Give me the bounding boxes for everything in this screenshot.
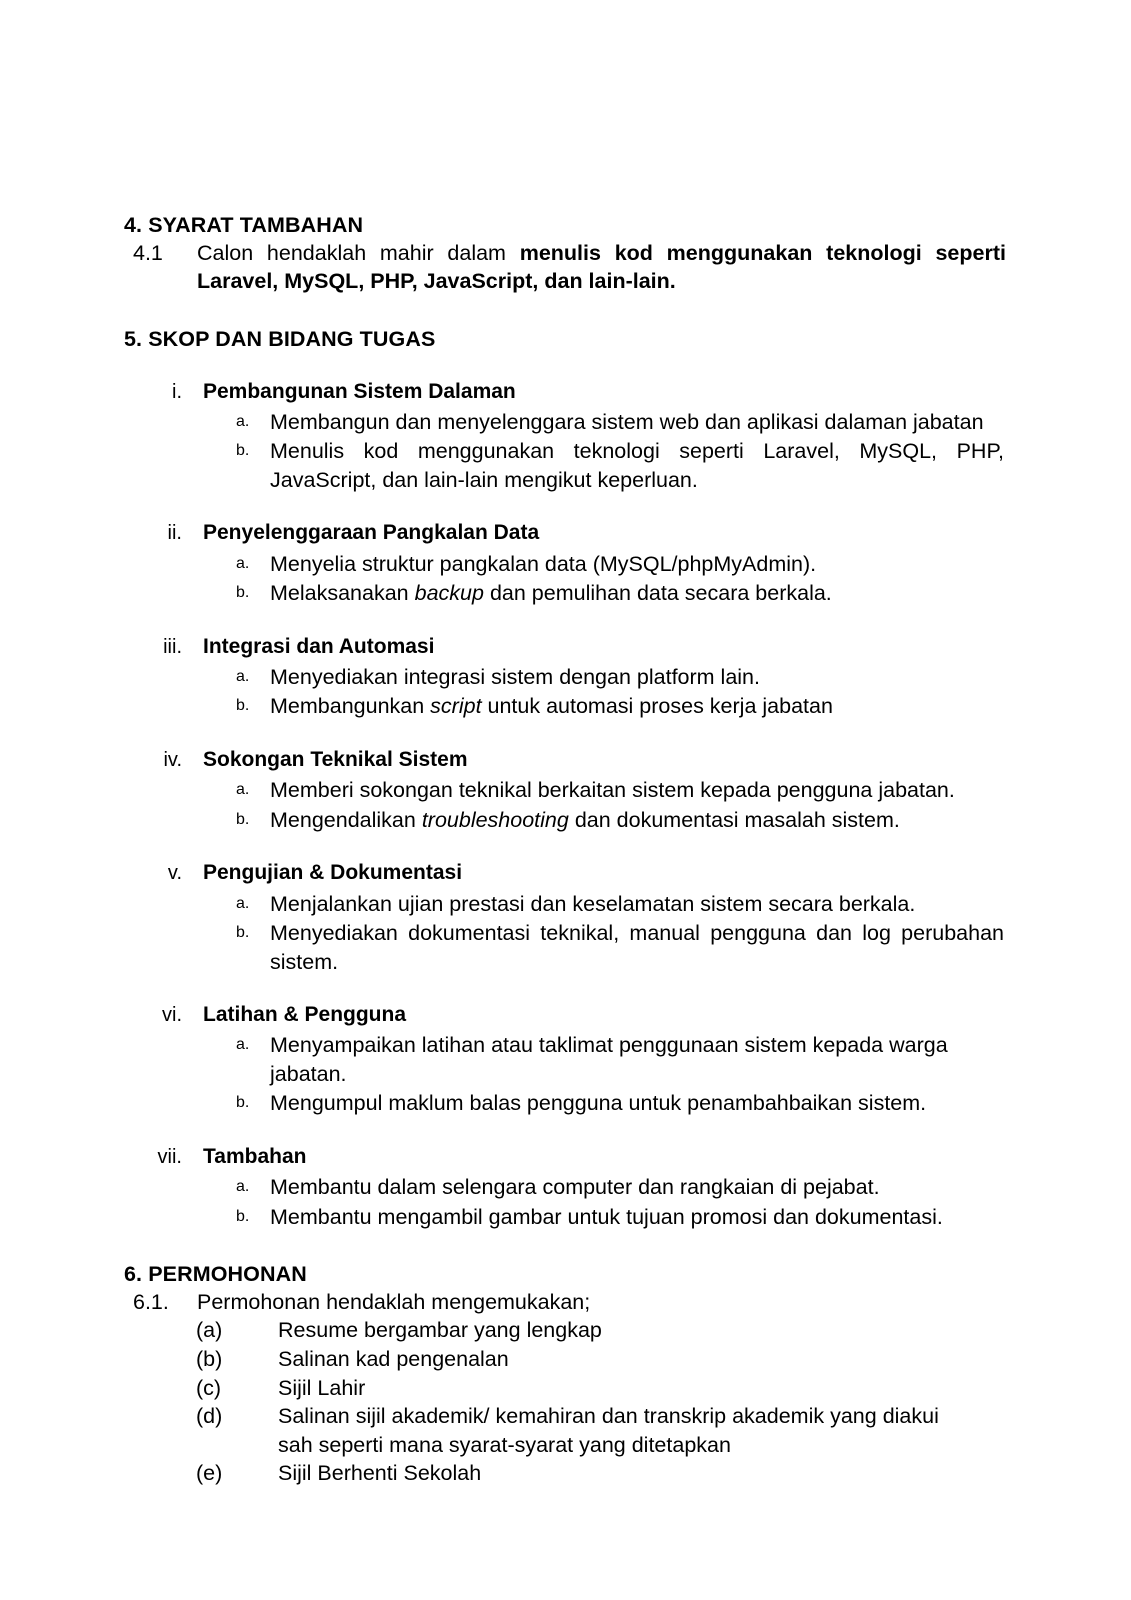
scope-item-i-title: Pembangunan Sistem Dalaman: [203, 379, 516, 403]
section-4: [124, 212, 1006, 296]
sub-item-marker: b.: [236, 810, 250, 828]
scope-item-iv-title: Sokongan Teknikal Sistem: [203, 747, 468, 771]
sub-item-text: Menjalankan ujian prestasi dan keselamatan sistem secara berkala.: [270, 891, 916, 916]
section-6: [124, 1261, 1006, 1488]
spacer-after-section-4: [124, 296, 1006, 326]
section-6-heading: [124, 1261, 1006, 1288]
document-item-text: Salinan sijil akademik/ kemahiran dan transkrip akademik yang diakui sah seperti mana syarat-syarat yang ditetapkan: [278, 1404, 939, 1457]
scope-item-v-header: [124, 860, 1006, 886]
scope-item-v-subs: [124, 890, 1006, 976]
sub-item-marker: a.: [236, 1178, 250, 1196]
clause-6-1-text: Permohonan hendaklah mengemukakan;: [197, 1289, 591, 1314]
document-item-marker: (d): [196, 1404, 223, 1429]
sub-item: [124, 1203, 1006, 1231]
scope-item-ii-header: [124, 520, 1006, 546]
sub-item-text-pre: Melaksanakan: [270, 581, 415, 606]
sub-item-text-post: dan dokumentasi masalah sistem.: [568, 807, 900, 832]
section-4-title: SYARAT TAMBAHAN: [148, 213, 364, 237]
clause-4-1-plain: Calon hendaklah mahir dalam: [197, 240, 520, 265]
sub-item: [124, 663, 1006, 691]
section-6-title: PERMOHONAN: [148, 1262, 307, 1287]
clause-4-1-text: [197, 239, 1006, 296]
sub-item-text: [270, 579, 1006, 607]
sub-item-text-italic: troubleshooting: [421, 807, 569, 832]
section-6-number: 6.: [124, 1262, 143, 1287]
document-item-marker: (e): [196, 1461, 223, 1486]
section-4-number: 4.: [124, 213, 143, 237]
scope-item-iv: [124, 747, 1006, 834]
sub-item: [124, 408, 1006, 436]
sub-item-text: [270, 692, 1006, 720]
document-item: [124, 1374, 1006, 1403]
scope-item-iv-subs: [124, 776, 1006, 834]
scope-item-vi-title: Latihan & Pengguna: [203, 1003, 407, 1027]
clause-4-1-bold: menulis kod menggunakan teknologi seperti Laravel, MySQL, PHP, JavaScript, dan lain-lain.: [197, 240, 1006, 294]
sub-item-text-italic: script: [430, 694, 482, 719]
sub-item: [124, 579, 1006, 607]
scope-item-iii-header: [124, 634, 1006, 660]
sub-item-text-pre: Membangunkan: [270, 694, 431, 719]
section-5-title: SKOP DAN BIDANG TUGAS: [148, 326, 436, 351]
sub-item-marker: b.: [236, 1094, 250, 1112]
section-4-heading: [124, 212, 1006, 239]
sub-item: [124, 776, 1006, 804]
sub-item-marker: a.: [236, 668, 250, 686]
clause-4-1: [124, 239, 1006, 296]
sub-item: [124, 437, 1006, 494]
sub-item-marker: b.: [236, 924, 250, 942]
scope-item-ii-numeral: ii.: [167, 522, 182, 545]
scope-item-i-subs: [124, 408, 1006, 494]
sub-item-text: [270, 806, 1006, 834]
sub-item-text: Memberi sokongan teknikal berkaitan sistem kepada pengguna jabatan.: [270, 778, 955, 803]
scope-item-vii-title: Tambahan: [203, 1144, 307, 1168]
section-5: [124, 326, 1006, 1231]
scope-item-i: [124, 379, 1006, 495]
scope-item-v: [124, 860, 1006, 976]
scope-item-vi-subs: [124, 1031, 1006, 1117]
sub-item-text: Mengumpul maklum balas pengguna untuk penambahbaikan sistem.: [270, 1091, 927, 1116]
sub-item-marker: b.: [236, 1207, 250, 1225]
sub-item-text: Menyediakan dokumentasi teknikal, manual pengguna dan log perubahan sistem.: [270, 921, 1004, 974]
scope-item-vii: [124, 1144, 1006, 1231]
document-item-text: Resume bergambar yang lengkap: [278, 1318, 602, 1343]
sub-item-text: Menyelia struktur pangkalan data (MySQL/phpMyAdmin).: [270, 551, 817, 576]
sub-item-marker: a.: [236, 1036, 250, 1054]
scope-item-iv-header: [124, 747, 1006, 773]
sub-item-text: Membantu mengambil gambar untuk tujuan promosi dan dokumentasi.: [270, 1204, 943, 1229]
document-item: [124, 1345, 1006, 1374]
sub-item-marker: a.: [236, 554, 250, 572]
scope-item-vi-header: [124, 1002, 1006, 1028]
sub-item-text-post: dan pemulihan data secara berkala.: [483, 581, 832, 606]
sub-item-text-italic: backup: [414, 581, 484, 606]
clause-4-1-number: 4.1: [133, 240, 163, 265]
scope-item-vii-header: [124, 1144, 1006, 1170]
sub-item-text: Menyediakan integrasi sistem dengan platform lain.: [270, 665, 760, 690]
document-item-marker: (b): [196, 1346, 223, 1371]
scope-item-iii-numeral: iii.: [163, 635, 182, 658]
scope-item-iii-subs: [124, 663, 1006, 721]
document-item-marker: (a): [196, 1318, 223, 1343]
scope-item-iv-numeral: iv.: [163, 748, 182, 771]
document-item: [124, 1459, 1006, 1488]
sub-item-text: Membangun dan menyelenggara sistem web dan aplikasi dalaman jabatan: [270, 409, 984, 434]
scope-item-ii: [124, 520, 1006, 607]
scope-item-vi: [124, 1002, 1006, 1118]
document-item-marker: (c): [196, 1375, 222, 1400]
sub-item-text-post: untuk automasi proses kerja jabatan: [481, 694, 833, 719]
sub-item: [124, 1089, 1006, 1117]
sub-item-marker: b.: [236, 442, 250, 460]
document-item-text: Sijil Lahir: [278, 1375, 366, 1400]
sub-item-marker: a.: [236, 412, 250, 430]
scope-item-i-header: [124, 379, 1006, 405]
sub-item-marker: b.: [236, 584, 250, 602]
spacer-after-section-5: [124, 1231, 1006, 1261]
sub-item-marker: b.: [236, 697, 250, 715]
clause-6-1-number: 6.1.: [133, 1289, 169, 1314]
sub-item: [124, 692, 1006, 720]
sub-item: [124, 890, 1006, 918]
sub-item-marker: a.: [236, 894, 250, 912]
sub-item-text: Menyampaikan latihan atau taklimat penggunaan sistem kepada warga jabatan.: [270, 1033, 948, 1086]
sub-item: [124, 1173, 1006, 1201]
scope-item-i-numeral: i.: [172, 380, 182, 403]
document-item-text: Salinan kad pengenalan: [278, 1346, 509, 1371]
document-item: [124, 1316, 1006, 1345]
scope-item-v-numeral: v.: [167, 862, 182, 885]
sub-item-marker: a.: [236, 781, 250, 799]
sub-item: [124, 919, 1006, 976]
scope-item-iii-title: Integrasi dan Automasi: [203, 634, 435, 658]
sub-item-text: Menulis kod menggunakan teknologi seperti Laravel, MySQL, PHP, JavaScript, dan lain-lain mengikut keperluan.: [270, 439, 1004, 492]
scope-item-v-title: Pengujian & Dokumentasi: [203, 861, 463, 885]
sub-item: [124, 806, 1006, 834]
sub-item: [124, 1031, 1006, 1088]
clause-6-1: [124, 1288, 1006, 1316]
scope-item-ii-subs: [124, 550, 1006, 608]
document-content: [124, 212, 1006, 1488]
sub-item-text-pre: Mengendalikan: [270, 807, 422, 832]
scope-item-vi-numeral: vi.: [162, 1004, 182, 1027]
scope-item-vii-subs: [124, 1173, 1006, 1231]
scope-item-vii-numeral: vii.: [157, 1145, 182, 1168]
document-item: [124, 1402, 1006, 1459]
sub-item: [124, 550, 1006, 578]
scope-item-iii: [124, 634, 1006, 721]
required-documents-list: [124, 1316, 1006, 1488]
sub-item-text: Membantu dalam selengara computer dan rangkaian di pejabat.: [270, 1175, 880, 1200]
scope-item-ii-title: Penyelenggaraan Pangkalan Data: [203, 521, 540, 545]
document-item-text: Sijil Berhenti Sekolah: [278, 1461, 482, 1486]
section-5-heading: [124, 326, 1006, 353]
section-5-number: 5.: [124, 326, 143, 351]
